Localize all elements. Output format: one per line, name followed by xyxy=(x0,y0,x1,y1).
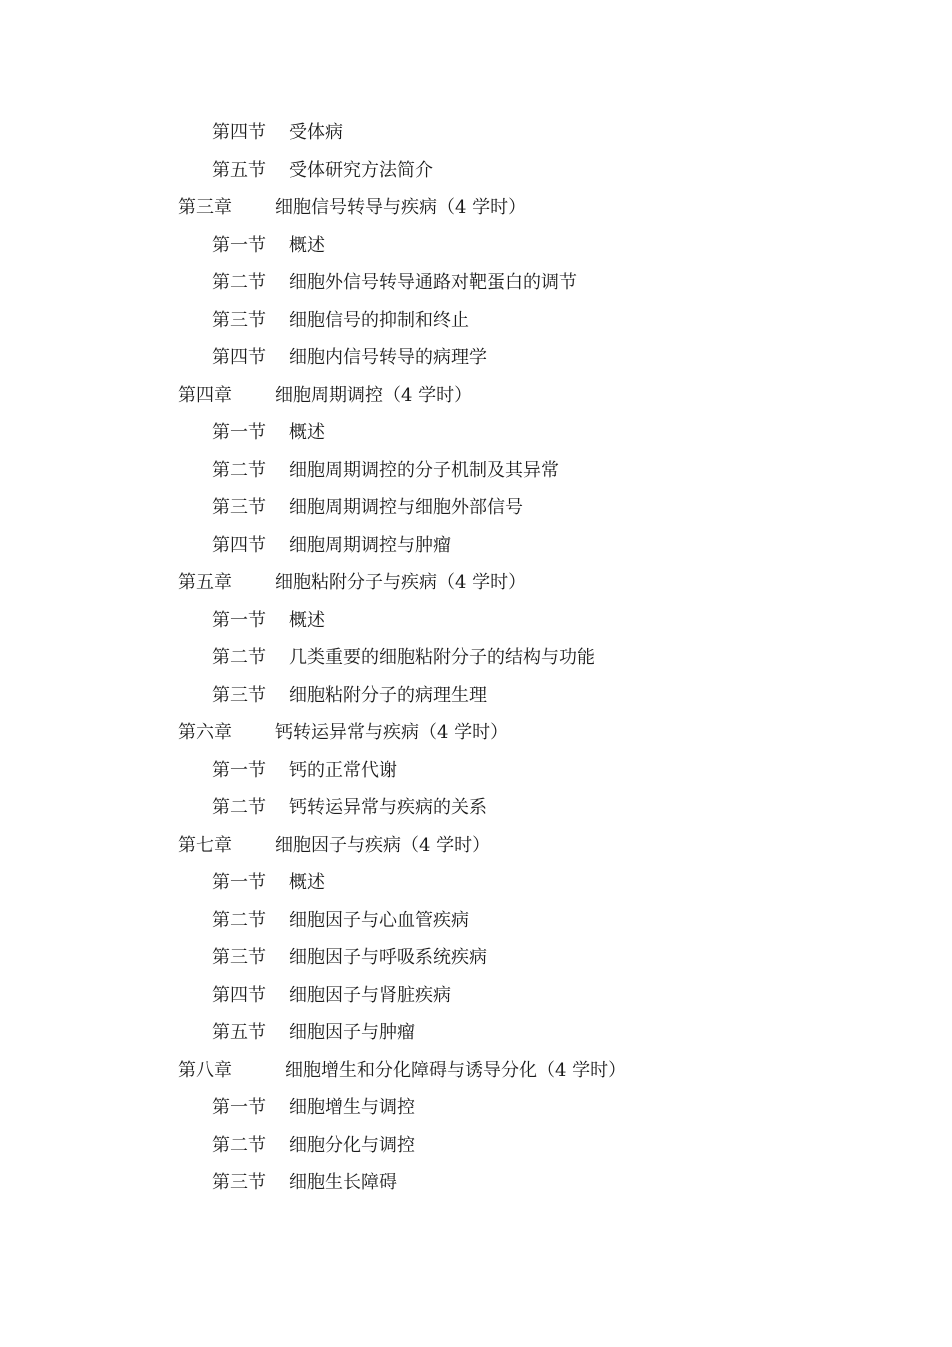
section-title: 概述 xyxy=(289,609,325,631)
section-number: 第一节 xyxy=(212,609,266,631)
section-entry xyxy=(0,1089,952,1127)
section-entry xyxy=(0,339,952,377)
section-number: 第四节 xyxy=(212,534,266,556)
section-number: 第二节 xyxy=(212,272,266,293)
section-title: 细胞周期调控与肿瘤 xyxy=(289,534,451,556)
section-number: 第三节 xyxy=(212,1172,266,1193)
section-entry xyxy=(0,414,952,452)
chapter-number: 第六章 xyxy=(178,722,232,743)
chapter-heading xyxy=(0,827,952,865)
chapter-heading xyxy=(0,714,952,752)
section-entry xyxy=(0,302,952,340)
chapter-heading xyxy=(0,1052,952,1090)
section-title: 概述 xyxy=(289,422,325,443)
section-entry xyxy=(0,527,952,565)
section-number: 第四节 xyxy=(212,984,266,1006)
section-entry xyxy=(0,264,952,302)
section-entry xyxy=(0,939,952,977)
section-entry xyxy=(0,977,952,1015)
chapter-number: 第三章 xyxy=(178,197,232,218)
section-title: 细胞周期调控的分子机制及其异常 xyxy=(289,459,559,481)
section-number: 第二节 xyxy=(212,459,266,481)
chapter-heading xyxy=(0,189,952,227)
section-number: 第一节 xyxy=(212,1097,266,1118)
section-title: 受体研究方法简介 xyxy=(289,159,433,181)
chapter-title: 细胞因子与疾病（4 学时） xyxy=(275,834,491,856)
section-number: 第一节 xyxy=(212,872,266,893)
section-title: 细胞增生与调控 xyxy=(289,1097,415,1118)
section-entry xyxy=(0,789,952,827)
section-number: 第五节 xyxy=(212,159,266,181)
section-entry xyxy=(0,227,952,265)
section-number: 第二节 xyxy=(212,797,266,818)
section-entry xyxy=(0,752,952,790)
section-number: 第三节 xyxy=(212,947,266,968)
section-number: 第一节 xyxy=(212,234,266,256)
section-entry xyxy=(0,902,952,940)
section-number: 第三节 xyxy=(212,497,266,518)
chapter-title: 细胞粘附分子与疾病（4 学时） xyxy=(275,572,527,593)
section-number: 第二节 xyxy=(212,1134,266,1156)
chapter-title: 钙转运异常与疾病（4 学时） xyxy=(275,722,509,743)
syllabus-outline xyxy=(0,114,952,1202)
section-title: 钙转运异常与疾病的关系 xyxy=(289,797,487,818)
section-title: 几类重要的细胞粘附分子的结构与功能 xyxy=(289,647,595,668)
section-number: 第二节 xyxy=(212,647,266,668)
section-title: 细胞因子与呼吸系统疾病 xyxy=(289,947,487,968)
section-entry xyxy=(0,677,952,715)
chapter-number: 第七章 xyxy=(178,834,232,856)
section-title: 细胞内信号转导的病理学 xyxy=(289,347,487,368)
section-title: 细胞分化与调控 xyxy=(289,1134,415,1156)
section-entry xyxy=(0,114,952,152)
section-entry xyxy=(0,639,952,677)
section-title: 细胞因子与心血管疾病 xyxy=(289,909,469,931)
section-title: 细胞因子与肾脏疾病 xyxy=(289,984,451,1006)
section-title: 概述 xyxy=(289,872,325,893)
section-number: 第五节 xyxy=(212,1022,266,1043)
section-number: 第三节 xyxy=(212,684,266,706)
section-title: 概述 xyxy=(289,234,325,256)
section-entry xyxy=(0,152,952,190)
section-title: 细胞生长障碍 xyxy=(289,1172,397,1193)
chapter-title: 细胞增生和分化障碍与诱导分化（4 学时） xyxy=(285,1059,627,1081)
section-title: 受体病 xyxy=(289,122,343,143)
section-number: 第一节 xyxy=(212,759,266,781)
section-number: 第四节 xyxy=(212,122,266,143)
section-entry xyxy=(0,602,952,640)
section-title: 细胞信号的抑制和终止 xyxy=(289,309,469,331)
section-entry xyxy=(0,864,952,902)
section-title: 细胞外信号转导通路对靶蛋白的调节 xyxy=(289,272,577,293)
section-title: 细胞周期调控与细胞外部信号 xyxy=(289,497,523,518)
chapter-number: 第四章 xyxy=(178,384,232,406)
section-entry xyxy=(0,1127,952,1165)
section-entry xyxy=(0,1164,952,1202)
section-title: 细胞粘附分子的病理生理 xyxy=(289,684,487,706)
section-number: 第二节 xyxy=(212,909,266,931)
chapter-heading xyxy=(0,377,952,415)
section-number: 第四节 xyxy=(212,347,266,368)
chapter-number: 第五章 xyxy=(178,572,232,593)
section-title: 钙的正常代谢 xyxy=(289,759,397,781)
section-entry xyxy=(0,489,952,527)
chapter-title: 细胞信号转导与疾病（4 学时） xyxy=(275,197,527,218)
chapter-number: 第八章 xyxy=(178,1059,232,1081)
section-number: 第一节 xyxy=(212,422,266,443)
section-entry xyxy=(0,452,952,490)
section-entry xyxy=(0,1014,952,1052)
chapter-heading xyxy=(0,564,952,602)
chapter-title: 细胞周期调控（4 学时） xyxy=(275,384,473,406)
section-title: 细胞因子与肿瘤 xyxy=(289,1022,415,1043)
section-number: 第三节 xyxy=(212,309,266,331)
